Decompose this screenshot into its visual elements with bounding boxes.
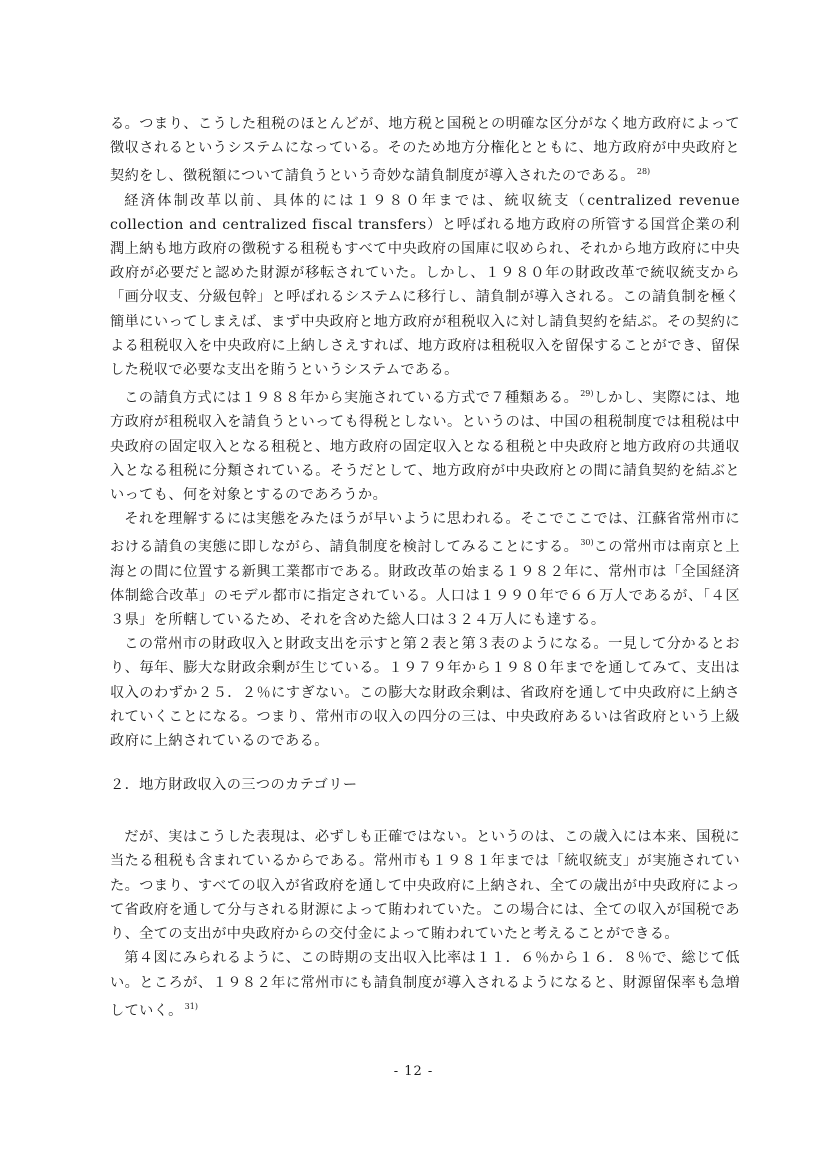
body-paragraph xyxy=(110,946,740,1023)
paragraph-text: だが、実はこうした表現は、必ずしも正確ではない。というのは、この歳入には本来、国税に当たる租税も含まれているからである。常州市も１９８１年までは「統収統支」が実施されていた。つまり、すべての収入が省政府を通して中央政府に上納され、全ての歳出が中央政府によって省政府を通して分与される財源によって賄われていた。この場合には、全ての収入が国税であり、全ての支出が中央政府からの交付金によって賄われていたと考えることができる。 xyxy=(110,829,740,943)
paragraph-text: この常州市の財政収入と財政支出を示すと第２表と第３表のようになる。一見して分かるとおり、毎年、膨大な財政余剰が生じている。１９７９年から１９８０年までを通してみて、支出は収入のわずか２５．２％にすぎない。この膨大な財政余剰は、省政府を通して中央政府に上納されていくことになる。つまり、常州市の収入の四分の三は、中央政府あるいは省政府という上級政府に上納されているのである。 xyxy=(110,636,740,750)
body-paragraph xyxy=(110,825,740,946)
paragraph-text: この常州市は南京と上海との間に位置する新興工業都市である。財政改革の始まる１９８２年に、常州市は「全国経済体制総合改革」のモデル都市に指定されている。人口は１９９０年で６６万人であるが、「４区３県」を所轄しているため、それを含めた総人口は３２４万人にも達する。 xyxy=(110,539,740,629)
paragraph-text: 経済体制改革以前、具体的には１９８０年までは、統収統支（centralized revenue collection and centralized fiscal transfers）と呼ばれる地方政府の所管する国営企業の利潤上納も地方政府の徴税する租税もすべて中央政府の国庫に収められ、それから地方政府に中央政府が必要だと認めた財源が移転されていた。しかし、１９８０年の財政改革で統収統支から「画分収支、分級包幹」と呼ばれるシステムに移行し、請負制が導入される。この請負制を極く簡単にいってしまえば、まず中央政府と地方政府が租税収入に対し請負契約を結ぶ。その契約による租税収入を中央政府に上納しさえすれば、地方政府は租税収入を留保することができ、留保した税収で必要な支出を賄うというシステムである。 xyxy=(110,192,740,379)
footnote-marker: 29) xyxy=(580,389,594,399)
footnote-marker: 28) xyxy=(636,167,651,177)
paragraph-text: それを理解するには実態をみたほうが早いように思われる。そこでここでは、江蘇省常州市における請負の実態に即しながら、請負制度を検討してみることにする。 xyxy=(110,511,740,556)
page-number: - 12 - xyxy=(393,1064,434,1079)
paragraph-text: る。つまり、こうした租税のほとんどが、地方税と国税との明確な区分がなく地方政府によって徴収されるというシステムになっている。そのため地方分権化とともに、地方政府が中央政府と契約をし、徴税額について請負うという奇妙な請負制度が導入されたのである。 xyxy=(110,116,740,185)
body-paragraph xyxy=(110,382,740,507)
body-paragraph xyxy=(110,632,740,753)
paragraph-text: しかし、実際には、地方政府が租税収入を請負うといっても得税としない。というのは、中国の租税制度では租税は中央政府の固定収入となる租税と、地方政府の固定収入となる租税と中央政府と地方政府の共通収入となる租税に分類されている。そうだとして、地方政府が中央政府との間に請負契約を結ぶといっても、何を対象とするのであろうか。 xyxy=(110,390,740,504)
body-paragraph xyxy=(110,189,740,383)
footnote-marker: 30) xyxy=(580,538,594,548)
paragraph-text: この請負方式には１９８８年から実施されている方式で７種類ある。 xyxy=(124,390,579,407)
page-body xyxy=(110,112,740,1023)
body-paragraph xyxy=(110,112,740,189)
body-paragraph xyxy=(110,507,740,632)
paragraph-text: 第４図にみられるように、この時期の支出収入比率は１１．６％から１６．８％で、総じて低い。ところが、１９８２年に常州市にも請負制度が導入されるようになると、財源留保率も急増していく。 xyxy=(110,950,740,1019)
footnote-marker: 31) xyxy=(184,1001,198,1011)
section-heading: ２．地方財政収入の三つのカテゴリー xyxy=(110,777,358,794)
